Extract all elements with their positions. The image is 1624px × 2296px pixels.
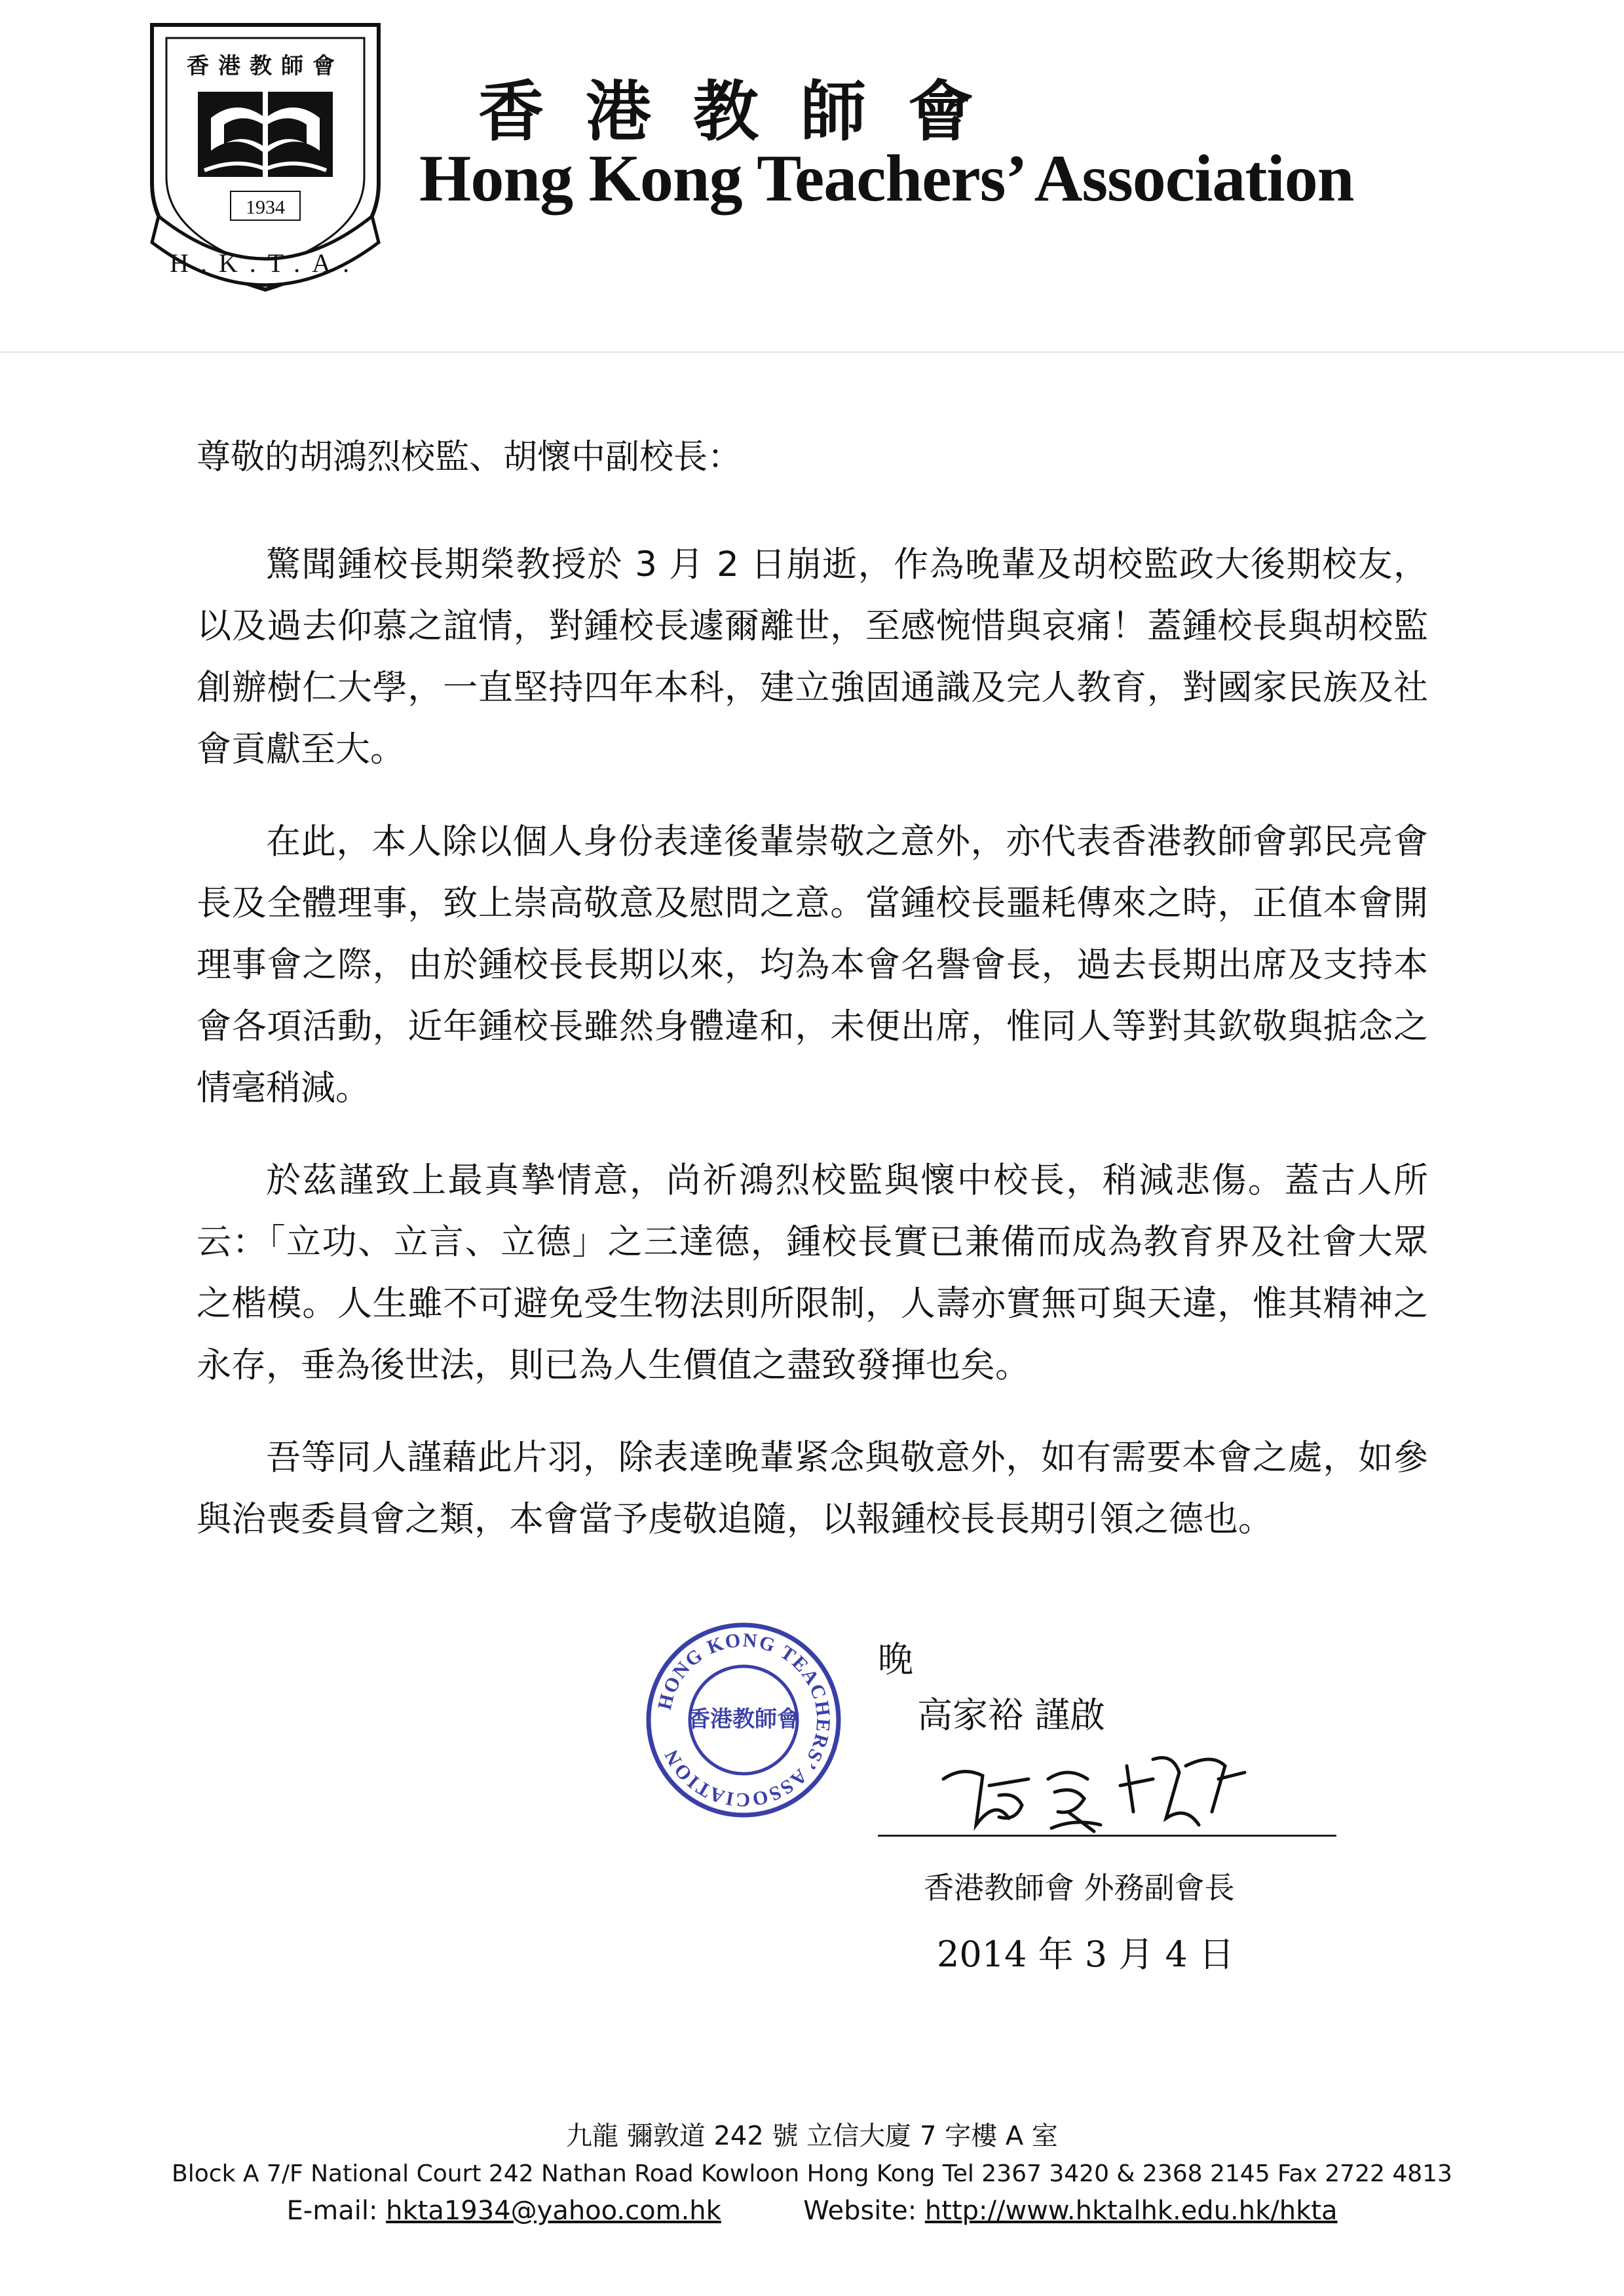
letter-paragraph: 驚聞鍾校長期榮教授於 3 月 2 日崩逝，作為晚輩及胡校監政大後期校友，以及過去仰慕之誼情，對鍾校長遽爾離世，至感惋惜與哀痛！蓋鍾校長與胡校監創辦樹仁大學，一直堅持四年本科，建立強固通識及完人教育，對國家民族及社會貢獻至大。 xyxy=(197,545,1429,769)
letter-date: 2014 年 3 月 4 日 xyxy=(937,1934,1234,1975)
seal-ring-text: HONG KONG TEACHERS’ ASSOCIATION xyxy=(653,1629,835,1811)
signatory-name: 高家裕 謹啟 xyxy=(917,1694,1106,1736)
letter-body xyxy=(197,534,1428,1581)
footer-contact xyxy=(0,2192,1624,2229)
association-seal-stamp xyxy=(645,1622,842,1818)
footer-address-chinese: 九龍 彌敦道 242 號 立信大廈 7 字樓 A 室 xyxy=(566,2121,1058,2151)
signature-block xyxy=(878,1625,1350,1992)
email-label: E-mail: xyxy=(286,2196,378,2226)
letter-paragraph: 於茲謹致上最真摯情意，尚祈鴻烈校監與懷中校長，稍減悲傷。蓋古人所云：「立功、立言、立德」之三達德，鍾校長實已兼備而成為教育界及社會大眾之楷模。人生雖不可避免受生物法則所限制，人壽亦實無可與天違，惟其精神之永存，垂為後世法，則已為人生價值之盡致發揮也矣。 xyxy=(197,1160,1428,1385)
website-link[interactable]: http://www.hktalhk.edu.hk/hkta xyxy=(924,2196,1338,2226)
letterhead-divider xyxy=(0,351,1624,353)
hkta-crest-logo xyxy=(139,20,392,295)
signature-line xyxy=(878,1835,1336,1837)
signatory-title: 香港教師會 外務副會長 xyxy=(924,1870,1235,1905)
footer-address-english: Block A 7/F National Court 242 Nathan Road Kowloon Hong Kong Tel 2367 3420 & 2368 2145 Fax 2722 4813 xyxy=(172,2160,1452,2187)
crest-top-text: 香港教師會 xyxy=(187,53,344,79)
email-link[interactable]: hkta1934@yahoo.com.hk xyxy=(386,2196,721,2226)
org-name-english: Hong Kong Teachers’ Association xyxy=(419,142,1354,216)
signature-prefix: 晚 xyxy=(878,1639,913,1680)
letter-paragraph: 在此，本人除以個人身份表達後輩崇敬之意外，亦代表香港教師會郭民亮會長及全體理事，致上崇高敬意及慰問之意。當鍾校長噩耗傳來之時，正值本會開理事會之際，由於鍾校長長期以來，均為本會名譽會長，過去長期出席及支持本會各項活動，近年鍾校長雖然身體違和，未便出席，惟同人等對其欽敬與掂念之情毫稍減。 xyxy=(197,822,1428,1108)
footer xyxy=(0,2116,1624,2229)
crest-letters: H.K.T.A. xyxy=(169,248,362,278)
letter-salutation: 尊敬的胡鴻烈校監、胡懷中副校長： xyxy=(197,438,742,477)
seal-center-text: 香港教師會 xyxy=(688,1706,799,1732)
handwritten-signature xyxy=(937,1740,1251,1838)
letter-paragraph: 吾等同人謹藉此片羽，除表達晚輩紧念與敬意外，如有需要本會之處，如參與治喪委員會之類，本會當予虔敬追隨，以報鍾校長長期引領之德也。 xyxy=(197,1438,1428,1539)
website-label: Website: xyxy=(803,2196,917,2226)
letterhead xyxy=(0,0,1624,354)
org-name-chinese: 香港教師會 xyxy=(478,73,1015,150)
crest-year: 1934 xyxy=(246,197,285,218)
